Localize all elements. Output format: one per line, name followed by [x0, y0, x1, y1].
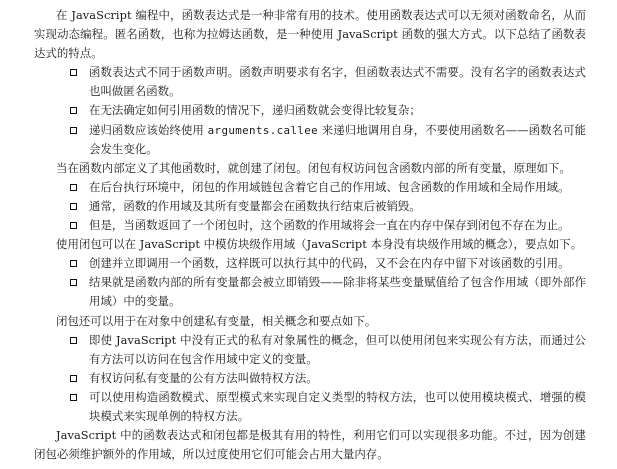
checkbox-bullet-icon [70, 203, 77, 210]
list-item [34, 121, 586, 159]
list-item-text: 即使 JavaScript 中没有正式的私有对象属性的概念，但可以使用闭包来实现公有方法，而通过公有方法可以访问在包含作用域中定义的变量。 [89, 332, 586, 366]
checkbox-bullet-icon [70, 107, 77, 114]
checkbox-bullet-icon [70, 69, 77, 76]
checkbox-bullet-icon [70, 375, 77, 382]
list-item [34, 216, 586, 235]
conclusion-paragraph: JavaScript 中的函数表达式和闭包都是极其有用的特性，利用它们可以实现很多功能。不过，因为创建闭包必须维护额外的作用域，所以过度使用它们可能会占用大量内存。 [34, 428, 586, 462]
list-item [34, 63, 586, 101]
closures-intro-paragraph: 当在函数内部定义了其他函数时，就创建了闭包。闭包有权访问包含函数内部的所有变量，原理如下。 [56, 160, 571, 175]
list-item [34, 101, 586, 120]
list-item-text: 但是，当函数返回了一个闭包时，这个函数的作用域将会一直在内存中保存到闭包不存在为止。 [89, 218, 570, 233]
list-item-text: 在无法确定如何引用函数的情况下，递归函数就会变得比较复杂； [89, 103, 421, 118]
checkbox-bullet-icon [70, 184, 77, 191]
book-page [34, 6, 586, 464]
list-item-text: 在后台执行环境中，闭包的作用域链包含着它自己的作用域、包含函数的作用域和全局作用域。 [89, 179, 570, 194]
list-item [34, 331, 586, 369]
intro-paragraph: 在 JavaScript 编程中，函数表达式是一种非常有用的技术。使用函数表达式可以无须对函数命名，从而实现动态编程。匿名函数，也称为拉姆达函数，是一种使用 JavaScript 函数的强大方式。以下总结了函数表达式的特点。 [34, 8, 586, 61]
list-item [34, 197, 586, 216]
checkbox-bullet-icon [70, 260, 77, 267]
checkbox-bullet-icon [70, 279, 77, 286]
list-item-text: 通常，函数的作用域及其所有变量都会在函数执行结束后被销毁。 [89, 198, 421, 213]
checkbox-bullet-icon [70, 222, 77, 229]
block-scope-list [34, 254, 586, 311]
list-item [34, 178, 586, 197]
code-arguments-callee: arguments.callee [207, 123, 319, 137]
list-item-text: 函数表达式不同于函数声明。函数声明要求有名字，但函数表达式不需要。没有名字的函数表达式也叫做匿名函数。 [89, 65, 586, 99]
list-item [34, 388, 586, 426]
checkbox-bullet-icon [70, 394, 77, 401]
list-item [34, 369, 586, 388]
list-item [34, 273, 586, 311]
block-scope-intro-paragraph: 使用闭包可以在 JavaScript 中模仿块级作用域（JavaScript 本身没有块级作用域的概念），要点如下。 [56, 237, 583, 252]
private-vars-list [34, 331, 586, 426]
list-item-text: 创建并立即调用一个函数，这样既可以执行其中的代码，又不会在内存中留下对该函数的引用。 [89, 256, 570, 271]
list-item-text-pre: 递归函数应该始终使用 [89, 122, 208, 137]
function-expression-list [34, 63, 586, 158]
list-item-text: 可以使用构造函数模式、原型模式来实现自定义类型的特权方法，也可以使用模块模式、增强的模块模式来实现单例的特权方法。 [89, 389, 586, 423]
checkbox-bullet-icon [70, 337, 77, 344]
list-item-text-post: 来递归地调用自身，不要使用函数名——函数名可能会发生变化。 [89, 122, 587, 156]
list-item-text: 结果就是函数内部的所有变量都会被立即销毁——除非将某些变量赋值给了包含作用域（即外部作用域）中的变量。 [89, 275, 586, 309]
list-item [34, 254, 586, 273]
private-vars-intro-paragraph: 闭包还可以用于在对象中创建私有变量，相关概念和要点如下。 [56, 313, 377, 328]
checkbox-bullet-icon [70, 127, 77, 134]
list-item-text: 有权访问私有变量的公有方法叫做特权方法。 [89, 370, 318, 385]
closure-principles-list [34, 178, 586, 235]
